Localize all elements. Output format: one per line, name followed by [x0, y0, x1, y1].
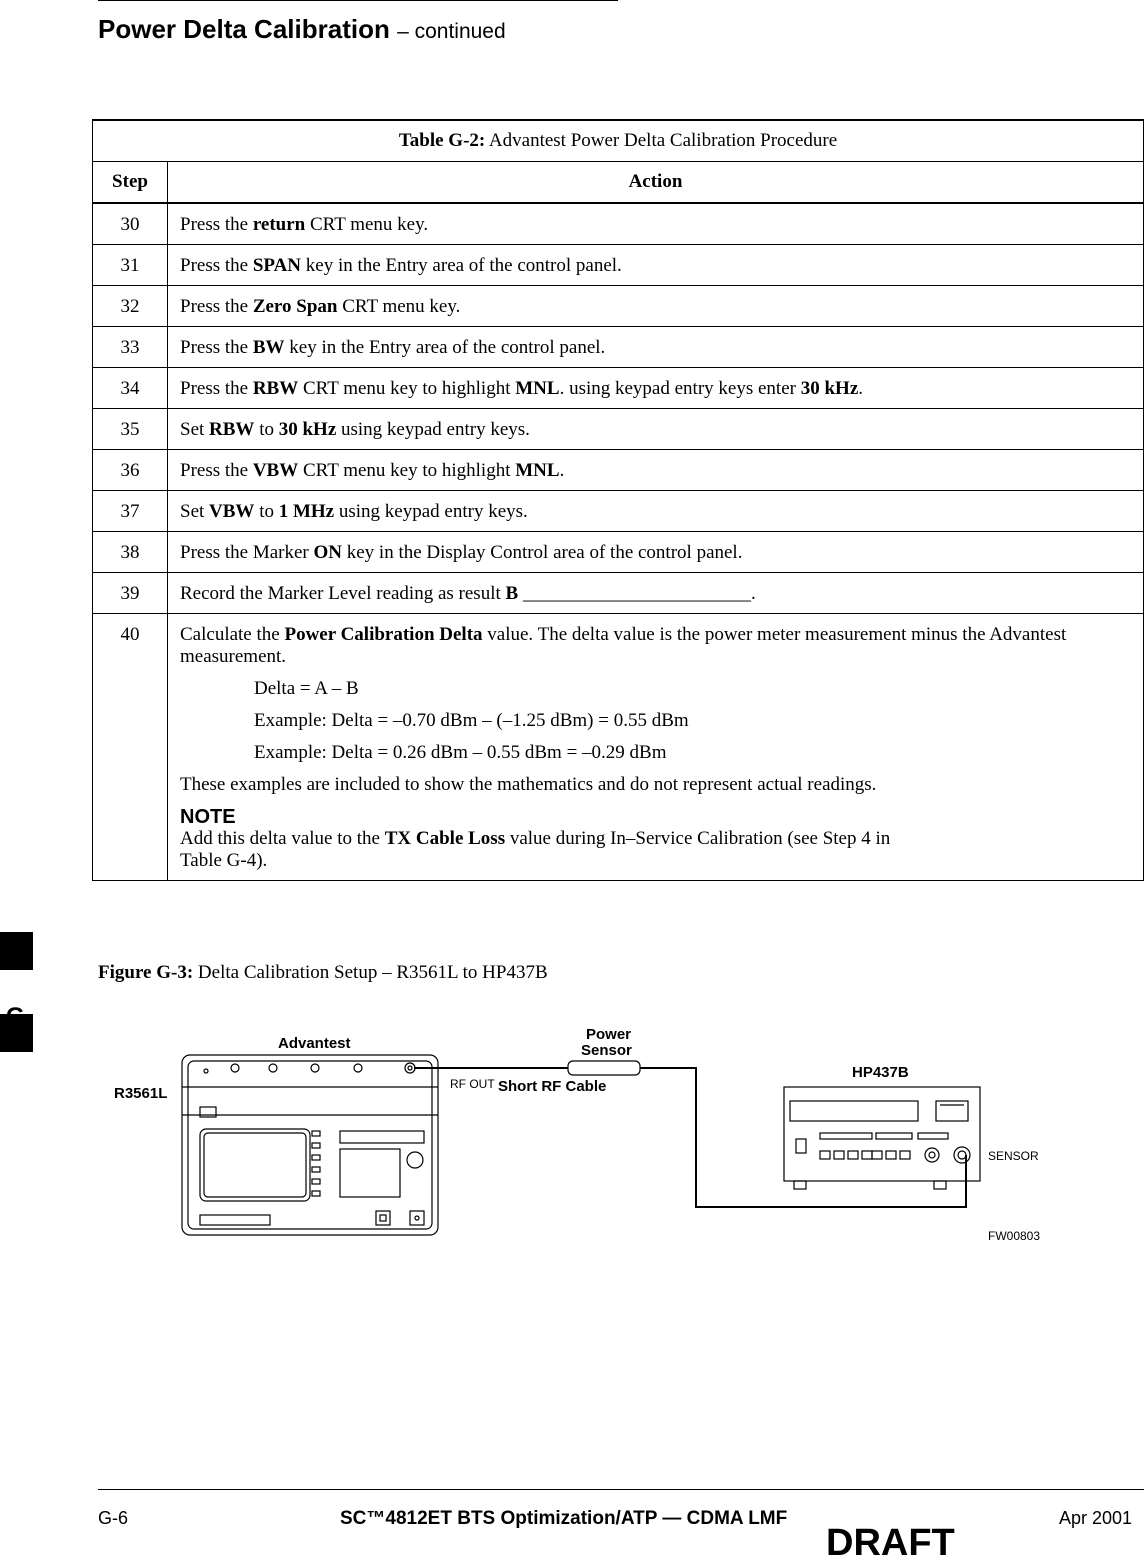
- action-text: Press the: [180, 254, 253, 276]
- action-keyword: RBW: [209, 418, 255, 440]
- advantest-analyzer: [182, 1055, 438, 1235]
- chapter-tab-bottom: [0, 1014, 33, 1052]
- action-text: .: [559, 459, 565, 481]
- hp437b-meter: [784, 1087, 980, 1189]
- label-rf-out: RF OUT: [450, 1077, 495, 1091]
- step-number: 31: [93, 244, 168, 285]
- step-action-40: [168, 613, 1144, 880]
- action-keyword: ON: [313, 541, 342, 563]
- action-keyword: RBW: [252, 377, 299, 399]
- chapter-tab-top: [0, 932, 33, 970]
- step-number: 34: [93, 367, 168, 408]
- label-power: Power: [586, 1026, 632, 1043]
- label-short-rf-cable: Short RF Cable: [498, 1078, 607, 1095]
- step-number: 40: [93, 613, 168, 880]
- action-text: Press the: [180, 214, 253, 235]
- action-text: Press the: [180, 295, 253, 317]
- table-row: [93, 367, 1144, 408]
- action-text: key in the Entry area of the control panel.: [284, 336, 606, 358]
- label-advantest: Advantest: [278, 1035, 351, 1052]
- table-row: [93, 285, 1144, 326]
- table-row: [93, 203, 1144, 244]
- step-action: [168, 244, 1144, 285]
- action-keyword: 1 MHz: [278, 500, 335, 522]
- label-r3561l: R3561L: [114, 1085, 168, 1102]
- action-text: to: [254, 418, 279, 440]
- page-title-text: Power Delta Calibration: [98, 14, 390, 44]
- draft-mark: DRAFT: [826, 1522, 955, 1564]
- step-number: 33: [93, 326, 168, 367]
- step-action: [168, 203, 1144, 244]
- figure-caption-text: Delta Calibration Setup – R3561L to HP437B: [197, 962, 548, 983]
- action-text: Press the Marker: [180, 541, 314, 563]
- action-text: CRT menu key to highlight: [298, 459, 516, 481]
- table-row: [93, 326, 1144, 367]
- action-keyword: 30 kHz: [800, 377, 859, 399]
- step-action: [168, 531, 1144, 572]
- label-sensor-port: SENSOR: [988, 1149, 1039, 1163]
- figure-caption-label: Figure G-3:: [98, 962, 194, 983]
- table-row: [93, 531, 1144, 572]
- action-keyword: BW: [252, 336, 285, 358]
- label-figure-id: FW00803: [988, 1229, 1041, 1243]
- action-keyword: MNL: [515, 377, 560, 399]
- table-row: [93, 408, 1144, 449]
- action-keyword: VBW: [209, 500, 255, 522]
- example-2: Example: Delta = 0.26 dBm – 0.55 dBm = –0.29 dBm: [254, 741, 667, 763]
- action-text: key in the Entry area of the control panel.: [301, 254, 622, 276]
- action-keyword: VBW: [252, 459, 299, 481]
- action-text: using keypad entry keys.: [334, 500, 528, 522]
- action-text: Press the: [180, 459, 253, 481]
- step-action: [168, 326, 1144, 367]
- procedure-table: [92, 119, 1144, 881]
- action-text: . using keypad entry keys enter: [559, 377, 801, 399]
- action-keyword: MNL: [515, 459, 560, 481]
- page-title-continued: – continued: [397, 20, 506, 43]
- label-sensor-device: Sensor: [581, 1042, 632, 1059]
- step-action: [168, 449, 1144, 490]
- action-text: .: [858, 377, 863, 399]
- action-text: using keypad entry keys.: [336, 418, 530, 440]
- step-number: 38: [93, 531, 168, 572]
- action-keyword: 30 kHz: [278, 418, 337, 440]
- action-text: to: [254, 500, 279, 522]
- document-title: SC™4812ET BTS Optimization/ATP — CDMA LMF: [340, 1508, 788, 1529]
- table-caption: [93, 120, 1144, 162]
- action-keyword: B: [505, 582, 519, 604]
- label-hp437b: HP437B: [852, 1064, 909, 1081]
- action-keyword: return: [252, 214, 306, 235]
- table-body: [93, 203, 1144, 613]
- table-caption-label: Table G-2:: [398, 130, 486, 151]
- step-number: 36: [93, 449, 168, 490]
- step-number: 30: [93, 203, 168, 244]
- step-number: 39: [93, 572, 168, 613]
- step-action: [168, 367, 1144, 408]
- action-text: Press the: [180, 377, 253, 399]
- action-text: Press the: [180, 336, 253, 358]
- power-sensor: [414, 1061, 966, 1207]
- step-action: [168, 285, 1144, 326]
- action-keyword: SPAN: [252, 254, 302, 276]
- document-date: Apr 2001: [1058, 1508, 1132, 1528]
- step-action: [168, 490, 1144, 531]
- step-action: [168, 572, 1144, 613]
- setup-diagram: [100, 1025, 1060, 1255]
- calc-intro: Calculate the Power Calibration Delta value. The delta value is the power meter measurement minus the Advantest measurement.: [180, 623, 1067, 667]
- table-row: [93, 572, 1144, 613]
- table-row: [93, 490, 1144, 531]
- note-title: NOTE: [180, 805, 236, 828]
- action-text: CRT menu key.: [337, 295, 461, 317]
- step-action: [168, 408, 1144, 449]
- column-header-action: Action: [168, 162, 1144, 204]
- table-row: [93, 449, 1144, 490]
- action-text: CRT menu key.: [305, 214, 429, 235]
- action-keyword: Zero Span: [252, 295, 338, 317]
- action-text: Set: [180, 418, 210, 440]
- column-header-step: Step: [93, 162, 168, 204]
- table-row: [93, 244, 1144, 285]
- step-number: 35: [93, 408, 168, 449]
- action-text: key in the Display Control area of the control panel.: [342, 541, 743, 563]
- page-number: G-6: [98, 1508, 129, 1528]
- note-text: Add this delta value to the TX Cable Loss value during In–Service Calibration (see Step 4 in Table G-4).: [180, 827, 891, 871]
- step-number: 37: [93, 490, 168, 531]
- examples-note: These examples are included to show the mathematics and do not represent actual readings.: [180, 773, 877, 795]
- action-text: Record the Marker Level reading as result: [180, 582, 506, 604]
- step-number: 32: [93, 285, 168, 326]
- page-title: [98, 14, 506, 45]
- footer-rule: [98, 1489, 1144, 1490]
- example-1: Example: Delta = –0.70 dBm – (–1.25 dBm) = 0.55 dBm: [254, 709, 689, 731]
- action-text: CRT menu key to highlight: [298, 377, 516, 399]
- delta-equation: Delta = A – B: [254, 677, 359, 699]
- header-rule: [98, 0, 618, 1]
- figure-caption: [98, 962, 548, 984]
- table-caption-text: Advantest Power Delta Calibration Procedure: [488, 130, 838, 151]
- action-text: Set: [180, 500, 210, 522]
- action-text: ________________________.: [518, 582, 756, 604]
